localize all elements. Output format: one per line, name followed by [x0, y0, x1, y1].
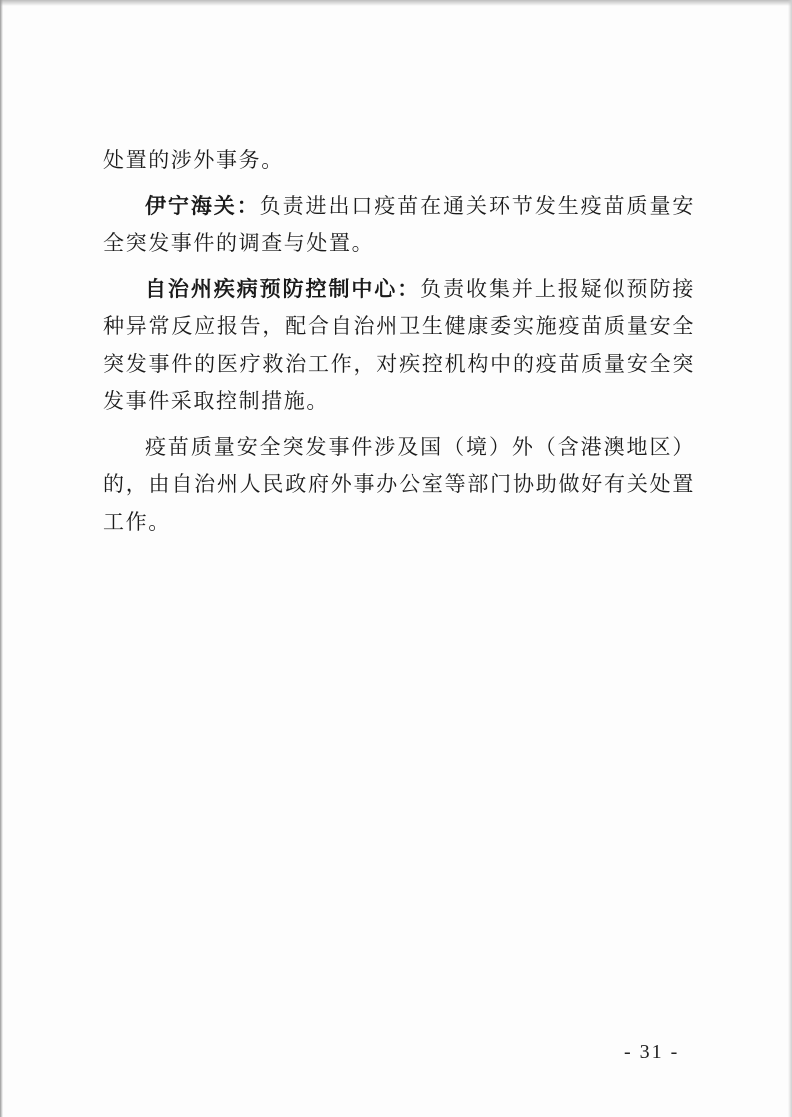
paragraph-text: 疫苗质量安全突发事件涉及国（境）外（含港澳地区）的，由自治州人民政府外事办公室等部门协助做好有关处置工作。 [103, 434, 695, 534]
scan-edge-left [0, 0, 3, 1117]
paragraph-text: 处置的涉外事务。 [103, 148, 284, 172]
paragraph-continuation [103, 142, 695, 180]
scan-edge-top [0, 0, 792, 6]
paragraph-cdc [103, 271, 695, 421]
scan-edge-right [788, 0, 792, 1117]
document-body [103, 142, 695, 541]
paragraph-yining-customs [103, 188, 695, 263]
paragraph-text: 负责收集并上报疑似预防接种异常反应报告，配合自治州卫生健康委实施疫苗质量安全突发事件的医疗救治工作，对疾控机构中的疫苗质量安全突发事件采取控制措施。 [103, 276, 696, 413]
paragraph-lead: 自治州疾病预防控制中心： [145, 276, 421, 301]
page-number: - 31 - [624, 1041, 680, 1063]
paragraph-lead: 伊宁海关： [145, 193, 260, 218]
paragraph-text: 负责进出口疫苗在通关环节发生疫苗质量安全突发事件的调查与处置。 [103, 193, 695, 255]
paragraph-foreign-affairs [103, 429, 695, 542]
